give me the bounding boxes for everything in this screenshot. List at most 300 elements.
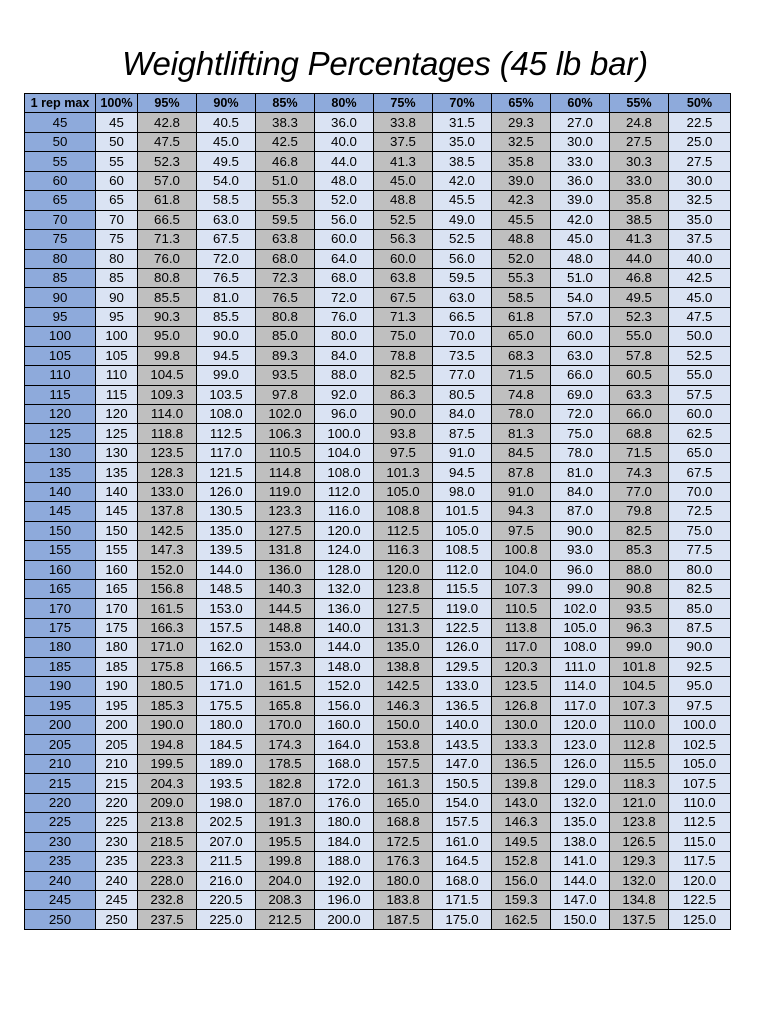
percentage-cell: 29.3 bbox=[492, 113, 551, 132]
percentage-cell: 205 bbox=[96, 735, 138, 754]
percentage-cell: 228.0 bbox=[138, 871, 197, 890]
percentage-cell: 148.8 bbox=[256, 618, 315, 637]
percentage-cell: 32.5 bbox=[492, 132, 551, 151]
percentage-cell: 104.0 bbox=[492, 560, 551, 579]
percentage-cell: 108.0 bbox=[197, 405, 256, 424]
percentage-cell: 250 bbox=[96, 910, 138, 929]
percentage-cell: 115.0 bbox=[669, 832, 731, 851]
percentage-cell: 101.5 bbox=[433, 502, 492, 521]
percentage-cell: 44.0 bbox=[315, 152, 374, 171]
percentage-cell: 172.5 bbox=[374, 832, 433, 851]
percentage-cell: 52.0 bbox=[492, 249, 551, 268]
percentage-cell: 72.0 bbox=[315, 288, 374, 307]
percentage-cell: 63.3 bbox=[610, 385, 669, 404]
percentage-cell: 33.0 bbox=[551, 152, 610, 171]
percentage-cell: 105.0 bbox=[669, 754, 731, 773]
percentage-cell: 87.5 bbox=[669, 618, 731, 637]
percentage-cell: 176.0 bbox=[315, 793, 374, 812]
percentage-cell: 199.5 bbox=[138, 754, 197, 773]
percentage-cell: 126.5 bbox=[610, 832, 669, 851]
percentage-cell: 87.0 bbox=[551, 502, 610, 521]
one-rep-max-cell: 125 bbox=[25, 424, 96, 443]
percentage-cell: 102.0 bbox=[256, 405, 315, 424]
percentage-cell: 191.3 bbox=[256, 813, 315, 832]
percentage-cell: 88.0 bbox=[610, 560, 669, 579]
percentage-cell: 22.5 bbox=[669, 113, 731, 132]
one-rep-max-cell: 245 bbox=[25, 890, 96, 909]
percentage-cell: 70 bbox=[96, 210, 138, 229]
percentage-cell: 125.0 bbox=[669, 910, 731, 929]
percentage-cell: 90.8 bbox=[610, 579, 669, 598]
percentage-cell: 57.8 bbox=[610, 346, 669, 365]
percentage-cell: 161.0 bbox=[433, 832, 492, 851]
percentage-cell: 39.0 bbox=[492, 171, 551, 190]
percentage-cell: 45.5 bbox=[492, 210, 551, 229]
percentage-cell: 127.5 bbox=[256, 521, 315, 540]
percentage-cell: 101.3 bbox=[374, 463, 433, 482]
percentage-cell: 92.0 bbox=[315, 385, 374, 404]
percentage-cell: 61.8 bbox=[492, 307, 551, 326]
percentage-cell: 110.0 bbox=[669, 793, 731, 812]
one-rep-max-cell: 85 bbox=[25, 268, 96, 287]
percentage-cell: 207.0 bbox=[197, 832, 256, 851]
percentage-cell: 74.8 bbox=[492, 385, 551, 404]
percentage-cell: 165.8 bbox=[256, 696, 315, 715]
percentage-cell: 107.3 bbox=[610, 696, 669, 715]
percentage-cell: 55.0 bbox=[669, 366, 731, 385]
percentage-cell: 175.5 bbox=[197, 696, 256, 715]
table-row bbox=[25, 405, 731, 424]
percentage-table bbox=[24, 93, 731, 930]
percentage-cell: 87.8 bbox=[492, 463, 551, 482]
percentage-cell: 71.5 bbox=[610, 443, 669, 462]
percentage-cell: 67.5 bbox=[669, 463, 731, 482]
percentage-cell: 164.5 bbox=[433, 852, 492, 871]
table-row bbox=[25, 346, 731, 365]
percentage-cell: 211.5 bbox=[197, 852, 256, 871]
percentage-cell: 99.0 bbox=[551, 579, 610, 598]
percentage-cell: 142.5 bbox=[374, 677, 433, 696]
percentage-cell: 196.0 bbox=[315, 890, 374, 909]
column-header: 85% bbox=[256, 94, 315, 113]
percentage-cell: 48.0 bbox=[551, 249, 610, 268]
percentage-cell: 141.0 bbox=[551, 852, 610, 871]
percentage-cell: 152.0 bbox=[138, 560, 197, 579]
percentage-cell: 225.0 bbox=[197, 910, 256, 929]
percentage-cell: 121.0 bbox=[610, 793, 669, 812]
percentage-cell: 120.0 bbox=[315, 521, 374, 540]
percentage-cell: 118.8 bbox=[138, 424, 197, 443]
percentage-cell: 155 bbox=[96, 541, 138, 560]
percentage-cell: 213.8 bbox=[138, 813, 197, 832]
percentage-cell: 215 bbox=[96, 774, 138, 793]
one-rep-max-cell: 100 bbox=[25, 327, 96, 346]
percentage-cell: 168.0 bbox=[433, 871, 492, 890]
table-row bbox=[25, 463, 731, 482]
one-rep-max-cell: 225 bbox=[25, 813, 96, 832]
percentage-cell: 25.0 bbox=[669, 132, 731, 151]
percentage-cell: 136.5 bbox=[492, 754, 551, 773]
percentage-cell: 150.0 bbox=[551, 910, 610, 929]
percentage-cell: 115 bbox=[96, 385, 138, 404]
percentage-cell: 94.3 bbox=[492, 502, 551, 521]
percentage-cell: 55.3 bbox=[492, 268, 551, 287]
percentage-cell: 132.0 bbox=[551, 793, 610, 812]
percentage-cell: 172.0 bbox=[315, 774, 374, 793]
percentage-cell: 136.0 bbox=[256, 560, 315, 579]
percentage-cell: 37.5 bbox=[669, 230, 731, 249]
percentage-cell: 120 bbox=[96, 405, 138, 424]
one-rep-max-cell: 50 bbox=[25, 132, 96, 151]
percentage-cell: 114.8 bbox=[256, 463, 315, 482]
percentage-cell: 107.3 bbox=[492, 579, 551, 598]
percentage-cell: 67.5 bbox=[374, 288, 433, 307]
percentage-cell: 108.0 bbox=[315, 463, 374, 482]
percentage-cell: 97.5 bbox=[374, 443, 433, 462]
table-body bbox=[25, 113, 731, 929]
percentage-cell: 210 bbox=[96, 754, 138, 773]
percentage-cell: 110.0 bbox=[610, 716, 669, 735]
percentage-cell: 220.5 bbox=[197, 890, 256, 909]
percentage-cell: 120.0 bbox=[669, 871, 731, 890]
percentage-cell: 93.0 bbox=[551, 541, 610, 560]
column-header: 55% bbox=[610, 94, 669, 113]
percentage-cell: 131.8 bbox=[256, 541, 315, 560]
percentage-cell: 45 bbox=[96, 113, 138, 132]
percentage-cell: 108.8 bbox=[374, 502, 433, 521]
percentage-cell: 130 bbox=[96, 443, 138, 462]
percentage-cell: 118.3 bbox=[610, 774, 669, 793]
percentage-cell: 82.5 bbox=[669, 579, 731, 598]
percentage-cell: 150.5 bbox=[433, 774, 492, 793]
one-rep-max-cell: 195 bbox=[25, 696, 96, 715]
percentage-cell: 117.0 bbox=[197, 443, 256, 462]
percentage-cell: 60.0 bbox=[551, 327, 610, 346]
percentage-cell: 153.0 bbox=[197, 599, 256, 618]
table-row bbox=[25, 871, 731, 890]
percentage-cell: 104.5 bbox=[138, 366, 197, 385]
percentage-cell: 204.0 bbox=[256, 871, 315, 890]
percentage-cell: 93.5 bbox=[610, 599, 669, 618]
percentage-cell: 164.0 bbox=[315, 735, 374, 754]
percentage-cell: 36.0 bbox=[315, 113, 374, 132]
percentage-cell: 117.0 bbox=[551, 696, 610, 715]
percentage-cell: 123.8 bbox=[374, 579, 433, 598]
table-row bbox=[25, 774, 731, 793]
one-rep-max-cell: 160 bbox=[25, 560, 96, 579]
percentage-cell: 159.3 bbox=[492, 890, 551, 909]
percentage-cell: 245 bbox=[96, 890, 138, 909]
percentage-cell: 52.3 bbox=[138, 152, 197, 171]
table-row bbox=[25, 210, 731, 229]
table-row bbox=[25, 482, 731, 501]
one-rep-max-cell: 215 bbox=[25, 774, 96, 793]
column-header: 50% bbox=[669, 94, 731, 113]
percentage-cell: 35.8 bbox=[492, 152, 551, 171]
percentage-cell: 45.0 bbox=[197, 132, 256, 151]
percentage-cell: 140.3 bbox=[256, 579, 315, 598]
percentage-cell: 81.0 bbox=[551, 463, 610, 482]
percentage-cell: 129.0 bbox=[551, 774, 610, 793]
percentage-cell: 84.0 bbox=[433, 405, 492, 424]
percentage-cell: 146.3 bbox=[492, 813, 551, 832]
percentage-cell: 49.0 bbox=[433, 210, 492, 229]
percentage-cell: 60.0 bbox=[669, 405, 731, 424]
percentage-cell: 145 bbox=[96, 502, 138, 521]
percentage-cell: 220 bbox=[96, 793, 138, 812]
percentage-cell: 85.3 bbox=[610, 541, 669, 560]
percentage-cell: 200.0 bbox=[315, 910, 374, 929]
percentage-cell: 57.5 bbox=[669, 385, 731, 404]
percentage-cell: 132.0 bbox=[315, 579, 374, 598]
one-rep-max-cell: 210 bbox=[25, 754, 96, 773]
percentage-cell: 48.8 bbox=[492, 230, 551, 249]
percentage-cell: 63.8 bbox=[374, 268, 433, 287]
percentage-cell: 194.8 bbox=[138, 735, 197, 754]
table-row bbox=[25, 288, 731, 307]
percentage-cell: 103.5 bbox=[197, 385, 256, 404]
table-row bbox=[25, 191, 731, 210]
percentage-cell: 190.0 bbox=[138, 716, 197, 735]
percentage-cell: 106.3 bbox=[256, 424, 315, 443]
one-rep-max-cell: 200 bbox=[25, 716, 96, 735]
percentage-cell: 56.3 bbox=[374, 230, 433, 249]
percentage-cell: 134.8 bbox=[610, 890, 669, 909]
percentage-cell: 40.5 bbox=[197, 113, 256, 132]
percentage-cell: 166.3 bbox=[138, 618, 197, 637]
percentage-cell: 124.0 bbox=[315, 541, 374, 560]
percentage-cell: 95.0 bbox=[138, 327, 197, 346]
percentage-cell: 175 bbox=[96, 618, 138, 637]
percentage-cell: 109.3 bbox=[138, 385, 197, 404]
percentage-cell: 76.0 bbox=[138, 249, 197, 268]
table-row bbox=[25, 677, 731, 696]
table-row bbox=[25, 890, 731, 909]
percentage-cell: 60.5 bbox=[610, 366, 669, 385]
percentage-cell: 152.8 bbox=[492, 852, 551, 871]
percentage-cell: 120.3 bbox=[492, 657, 551, 676]
percentage-cell: 129.3 bbox=[610, 852, 669, 871]
percentage-cell: 100.0 bbox=[669, 716, 731, 735]
percentage-cell: 138.0 bbox=[551, 832, 610, 851]
percentage-cell: 85 bbox=[96, 268, 138, 287]
percentage-cell: 54.0 bbox=[551, 288, 610, 307]
table-row bbox=[25, 249, 731, 268]
percentage-cell: 182.8 bbox=[256, 774, 315, 793]
percentage-cell: 122.5 bbox=[433, 618, 492, 637]
percentage-cell: 102.5 bbox=[669, 735, 731, 754]
percentage-cell: 87.5 bbox=[433, 424, 492, 443]
column-header: 70% bbox=[433, 94, 492, 113]
percentage-cell: 144.0 bbox=[197, 560, 256, 579]
percentage-cell: 135.0 bbox=[551, 813, 610, 832]
percentage-cell: 52.5 bbox=[669, 346, 731, 365]
percentage-cell: 223.3 bbox=[138, 852, 197, 871]
table-row bbox=[25, 171, 731, 190]
table-row bbox=[25, 832, 731, 851]
percentage-cell: 232.8 bbox=[138, 890, 197, 909]
percentage-cell: 82.5 bbox=[610, 521, 669, 540]
one-rep-max-cell: 45 bbox=[25, 113, 96, 132]
percentage-cell: 157.5 bbox=[197, 618, 256, 637]
percentage-cell: 153.0 bbox=[256, 638, 315, 657]
percentage-cell: 51.0 bbox=[551, 268, 610, 287]
percentage-cell: 123.8 bbox=[610, 813, 669, 832]
percentage-cell: 136.5 bbox=[433, 696, 492, 715]
percentage-cell: 157.3 bbox=[256, 657, 315, 676]
percentage-cell: 135.0 bbox=[374, 638, 433, 657]
table-row bbox=[25, 793, 731, 812]
percentage-cell: 62.5 bbox=[669, 424, 731, 443]
percentage-cell: 27.0 bbox=[551, 113, 610, 132]
percentage-cell: 165 bbox=[96, 579, 138, 598]
percentage-cell: 188.0 bbox=[315, 852, 374, 871]
percentage-cell: 225 bbox=[96, 813, 138, 832]
one-rep-max-cell: 190 bbox=[25, 677, 96, 696]
percentage-cell: 165.0 bbox=[374, 793, 433, 812]
percentage-cell: 143.0 bbox=[492, 793, 551, 812]
percentage-cell: 154.0 bbox=[433, 793, 492, 812]
table-row bbox=[25, 307, 731, 326]
percentage-cell: 45.0 bbox=[551, 230, 610, 249]
percentage-cell: 192.0 bbox=[315, 871, 374, 890]
one-rep-max-cell: 105 bbox=[25, 346, 96, 365]
percentage-cell: 96.0 bbox=[315, 405, 374, 424]
one-rep-max-cell: 95 bbox=[25, 307, 96, 326]
percentage-cell: 162.5 bbox=[492, 910, 551, 929]
percentage-cell: 127.5 bbox=[374, 599, 433, 618]
column-header: 90% bbox=[197, 94, 256, 113]
percentage-cell: 90.0 bbox=[197, 327, 256, 346]
percentage-cell: 140 bbox=[96, 482, 138, 501]
percentage-cell: 99.0 bbox=[197, 366, 256, 385]
percentage-cell: 144.0 bbox=[551, 871, 610, 890]
percentage-cell: 112.0 bbox=[433, 560, 492, 579]
one-rep-max-cell: 175 bbox=[25, 618, 96, 637]
percentage-cell: 105.0 bbox=[433, 521, 492, 540]
percentage-cell: 135 bbox=[96, 463, 138, 482]
table-row bbox=[25, 910, 731, 929]
column-header: 80% bbox=[315, 94, 374, 113]
percentage-cell: 94.5 bbox=[433, 463, 492, 482]
percentage-cell: 90.0 bbox=[374, 405, 433, 424]
percentage-cell: 51.0 bbox=[256, 171, 315, 190]
percentage-cell: 36.0 bbox=[551, 171, 610, 190]
percentage-cell: 63.0 bbox=[433, 288, 492, 307]
percentage-cell: 97.5 bbox=[669, 696, 731, 715]
percentage-cell: 176.3 bbox=[374, 852, 433, 871]
percentage-cell: 133.0 bbox=[138, 482, 197, 501]
table-row bbox=[25, 424, 731, 443]
percentage-cell: 187.0 bbox=[256, 793, 315, 812]
percentage-cell: 237.5 bbox=[138, 910, 197, 929]
percentage-cell: 128.0 bbox=[315, 560, 374, 579]
one-rep-max-cell: 120 bbox=[25, 405, 96, 424]
percentage-cell: 49.5 bbox=[197, 152, 256, 171]
table-row bbox=[25, 754, 731, 773]
percentage-cell: 117.0 bbox=[492, 638, 551, 657]
percentage-cell: 46.8 bbox=[256, 152, 315, 171]
column-header: 95% bbox=[138, 94, 197, 113]
percentage-cell: 30.3 bbox=[610, 152, 669, 171]
percentage-cell: 47.5 bbox=[138, 132, 197, 151]
percentage-cell: 105.0 bbox=[374, 482, 433, 501]
percentage-cell: 80.0 bbox=[669, 560, 731, 579]
percentage-cell: 77.0 bbox=[433, 366, 492, 385]
percentage-cell: 204.3 bbox=[138, 774, 197, 793]
percentage-cell: 52.0 bbox=[315, 191, 374, 210]
percentage-cell: 183.8 bbox=[374, 890, 433, 909]
one-rep-max-cell: 110 bbox=[25, 366, 96, 385]
percentage-cell: 113.8 bbox=[492, 618, 551, 637]
percentage-cell: 185 bbox=[96, 657, 138, 676]
percentage-cell: 137.5 bbox=[610, 910, 669, 929]
percentage-cell: 202.5 bbox=[197, 813, 256, 832]
percentage-cell: 136.0 bbox=[315, 599, 374, 618]
percentage-cell: 41.3 bbox=[374, 152, 433, 171]
percentage-cell: 96.3 bbox=[610, 618, 669, 637]
one-rep-max-cell: 150 bbox=[25, 521, 96, 540]
table-row bbox=[25, 113, 731, 132]
percentage-cell: 168.0 bbox=[315, 754, 374, 773]
percentage-cell: 218.5 bbox=[138, 832, 197, 851]
percentage-cell: 71.3 bbox=[374, 307, 433, 326]
percentage-cell: 156.8 bbox=[138, 579, 197, 598]
percentage-cell: 50.0 bbox=[669, 327, 731, 346]
percentage-cell: 120.0 bbox=[551, 716, 610, 735]
percentage-cell: 82.5 bbox=[374, 366, 433, 385]
percentage-cell: 209.0 bbox=[138, 793, 197, 812]
percentage-cell: 147.0 bbox=[433, 754, 492, 773]
percentage-cell: 41.3 bbox=[610, 230, 669, 249]
percentage-cell: 97.5 bbox=[492, 521, 551, 540]
percentage-cell: 125 bbox=[96, 424, 138, 443]
percentage-cell: 208.3 bbox=[256, 890, 315, 909]
percentage-cell: 42.0 bbox=[551, 210, 610, 229]
percentage-cell: 171.0 bbox=[138, 638, 197, 657]
percentage-cell: 139.8 bbox=[492, 774, 551, 793]
percentage-cell: 105 bbox=[96, 346, 138, 365]
table-row bbox=[25, 521, 731, 540]
table-row bbox=[25, 735, 731, 754]
percentage-cell: 161.3 bbox=[374, 774, 433, 793]
page-title: Weightlifting Percentages (45 lb bar) bbox=[122, 45, 648, 82]
percentage-cell: 123.0 bbox=[551, 735, 610, 754]
percentage-cell: 144.5 bbox=[256, 599, 315, 618]
percentage-cell: 170.0 bbox=[256, 716, 315, 735]
percentage-cell: 143.5 bbox=[433, 735, 492, 754]
percentage-cell: 27.5 bbox=[669, 152, 731, 171]
percentage-cell: 66.5 bbox=[138, 210, 197, 229]
percentage-cell: 72.5 bbox=[669, 502, 731, 521]
one-rep-max-cell: 60 bbox=[25, 171, 96, 190]
column-header: 60% bbox=[551, 94, 610, 113]
percentage-cell: 110.5 bbox=[256, 443, 315, 462]
percentage-cell: 195 bbox=[96, 696, 138, 715]
percentage-cell: 140.0 bbox=[315, 618, 374, 637]
percentage-cell: 112.5 bbox=[669, 813, 731, 832]
percentage-cell: 42.8 bbox=[138, 113, 197, 132]
one-rep-max-cell: 145 bbox=[25, 502, 96, 521]
percentage-cell: 80.8 bbox=[138, 268, 197, 287]
percentage-cell: 75 bbox=[96, 230, 138, 249]
percentage-cell: 60.0 bbox=[315, 230, 374, 249]
percentage-cell: 112.0 bbox=[315, 482, 374, 501]
percentage-cell: 119.0 bbox=[256, 482, 315, 501]
percentage-cell: 61.8 bbox=[138, 191, 197, 210]
percentage-cell: 63.0 bbox=[197, 210, 256, 229]
percentage-cell: 74.3 bbox=[610, 463, 669, 482]
